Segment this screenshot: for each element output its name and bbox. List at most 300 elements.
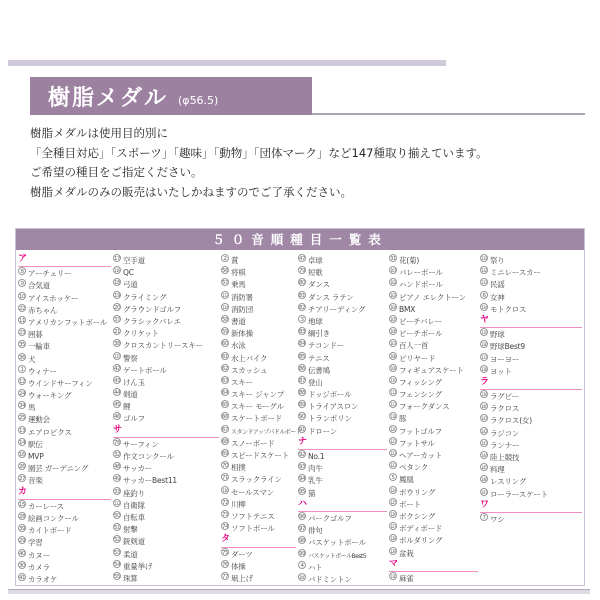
item-label: クラシックバレエ [123, 316, 181, 326]
item-label: 音楽 [28, 476, 43, 486]
event-list-table [15, 228, 585, 586]
item-label: パークゴルフ [308, 513, 352, 523]
item-row [221, 400, 296, 412]
item-number-badge: 85 [299, 353, 305, 360]
item-label: ソフトテニス [231, 511, 275, 521]
item-row [18, 474, 111, 486]
item-row [389, 400, 478, 412]
item-label: ヨーヨー [490, 354, 520, 364]
item-label: ボクシング [399, 511, 436, 521]
item-label: サッカー [123, 464, 153, 474]
item-row [221, 461, 296, 473]
item-row [221, 303, 296, 315]
item-number-badge: 7 [480, 513, 488, 521]
item-label: クロスカントリースキー [123, 341, 203, 351]
item-label: 凧上げ [231, 573, 253, 583]
item-label: ヘアーカット [399, 451, 443, 460]
item-number-badge: 56 [222, 268, 228, 275]
title-bar [30, 77, 312, 115]
item-number-badge: 138 [481, 366, 487, 372]
item-number-badge: 87 [299, 377, 305, 384]
item-number-badge: 110 [390, 377, 396, 383]
item-label: ビーチバレー [399, 316, 443, 326]
item-number-badge: 9 [18, 279, 26, 287]
item-row [221, 352, 296, 364]
item-row [113, 560, 219, 572]
section-header-ワ: ワ [480, 500, 582, 513]
item-row [480, 439, 582, 451]
item-row [389, 376, 478, 388]
item-label: ローラースケート [490, 489, 549, 499]
item-label: フットゴルフ [399, 426, 442, 436]
item-row [113, 352, 219, 364]
item-label: カメラ [28, 562, 50, 572]
section-header-ラ: ラ [480, 377, 582, 390]
item-number-badge: 98 [299, 538, 305, 545]
item-number-badge: 114 [222, 304, 228, 310]
item-number-badge: 73 [222, 511, 228, 518]
section-header-ナ: ナ [298, 437, 387, 450]
item-number-badge: 64 [222, 390, 228, 397]
item-row [18, 353, 111, 365]
item-number-badge: 115 [114, 353, 120, 359]
item-number-badge: 40 [19, 550, 25, 557]
item-label: 弓道 [123, 280, 138, 290]
item-row [298, 425, 387, 437]
item-row [389, 303, 478, 315]
item-row [480, 451, 582, 463]
item-number-badge: 13 [19, 427, 25, 434]
item-row [298, 561, 387, 573]
item-number-badge: 37 [114, 316, 120, 323]
bottom-decorative-strip [8, 589, 590, 594]
item-row [18, 549, 111, 561]
item-row [298, 474, 387, 486]
item-number-badge: 3 [298, 315, 306, 323]
item-row [221, 510, 296, 522]
item-row [221, 560, 296, 572]
item-label: 自転車 [123, 512, 145, 522]
item-label: セールスマン [231, 487, 274, 497]
item-number-badge: 84 [299, 341, 305, 348]
item-row [389, 278, 478, 290]
item-row [480, 340, 582, 352]
item-label: モトクロス [490, 304, 527, 314]
item-label: スタンドアップパドルボード [231, 428, 302, 436]
item-row [389, 534, 478, 546]
item-number-badge: 31 [390, 256, 396, 262]
item-number-badge: 52 [114, 537, 120, 544]
item-number-badge: 100 [299, 574, 305, 580]
item-number-badge: 50 [114, 512, 120, 519]
item-row [298, 303, 387, 315]
item-label: 民謡 [490, 280, 505, 290]
item-label: ボウリング [399, 487, 436, 497]
item-number-badge: 136 [481, 342, 487, 348]
item-label: ビーチボール [399, 329, 443, 339]
item-row [221, 339, 296, 351]
item-label: 乗馬 [231, 280, 246, 290]
item-number-badge: 102 [390, 280, 396, 286]
item-label: 肉牛 [308, 464, 323, 474]
title-rule [312, 113, 585, 115]
item-row [113, 462, 219, 474]
item-row [389, 510, 478, 522]
item-row [113, 376, 219, 388]
item-row [18, 536, 111, 548]
item-row [389, 437, 478, 449]
item-label: ダンス ラテン [308, 292, 354, 302]
item-number-badge: 120 [390, 426, 396, 432]
item-row [389, 473, 478, 485]
item-label: 空手道 [123, 256, 145, 265]
item-label: ビリヤード [399, 353, 436, 363]
item-label: 囲碁 [28, 330, 43, 340]
item-row [389, 461, 478, 473]
item-row [480, 365, 582, 377]
item-number-badge: 25 [19, 415, 25, 422]
item-label: フットサル [399, 438, 435, 448]
item-label: 自衛隊 [123, 500, 145, 510]
item-label: 乳牛 [308, 476, 323, 486]
item-label: 体操 [231, 561, 246, 571]
item-row [221, 364, 296, 376]
item-row [221, 388, 296, 400]
item-label: ダーツ [231, 549, 253, 559]
item-number-badge: 134 [481, 304, 487, 310]
item-row [389, 412, 478, 424]
item-label: カヌー [28, 550, 50, 560]
item-label: サッカーBest11 [123, 476, 178, 486]
item-row [480, 414, 582, 426]
item-number-badge: 20 [114, 304, 120, 311]
item-row [113, 499, 219, 511]
item-label: 絵画コンクール [28, 513, 79, 523]
item-row [298, 450, 387, 462]
item-row [389, 339, 478, 351]
item-number-badge: 76 [222, 561, 228, 568]
item-number-badge: 49 [114, 476, 120, 483]
item-label: 川柳 [231, 499, 246, 509]
section-header-ハ: ハ [298, 499, 387, 512]
item-row [298, 536, 387, 548]
item-row [221, 254, 296, 266]
item-number-badge: 82 [299, 304, 305, 311]
item-number-badge: 130 [390, 573, 396, 579]
item-label: 消防団 [231, 304, 253, 314]
item-number-badge: 124 [390, 487, 396, 493]
item-row [480, 254, 582, 266]
item-row [298, 364, 387, 376]
item-label: 綱引き [308, 329, 330, 339]
item-row [113, 388, 219, 400]
item-row [221, 437, 296, 449]
item-label: ダンス [308, 280, 330, 290]
intro-paragraph [30, 124, 488, 202]
item-label: バスケットボール [308, 538, 366, 548]
item-row [113, 254, 219, 266]
item-row [18, 561, 111, 573]
item-row [480, 353, 582, 365]
item-row [18, 328, 111, 340]
item-number-badge: 96 [299, 513, 305, 520]
item-number-badge: 71 [222, 475, 228, 482]
item-row [18, 524, 111, 536]
item-row [389, 266, 478, 278]
item-number-badge: 139 [481, 392, 487, 398]
item-row [18, 377, 111, 389]
item-label: バスケットボールBest5 [308, 552, 367, 560]
item-row [480, 278, 582, 290]
item-number-badge: 59 [222, 329, 228, 336]
item-row [18, 267, 111, 279]
item-label: ボルダリング [399, 536, 443, 546]
item-label: ラジコン [490, 428, 520, 438]
item-label: スキー ジャンプ [231, 390, 285, 400]
item-label: 地球 [308, 316, 323, 326]
item-label: 卓球 [308, 256, 323, 265]
item-row [221, 315, 296, 327]
item-row [480, 291, 582, 303]
item-row [480, 328, 582, 340]
item-number-badge: 88 [299, 390, 305, 397]
item-label: ゴルフ [123, 414, 145, 424]
item-number-badge: 81 [299, 292, 305, 299]
item-row [480, 390, 582, 402]
item-row [389, 572, 478, 584]
item-number-badge: 131 [481, 256, 487, 261]
item-label: バレーボール [399, 268, 443, 278]
item-row [113, 511, 219, 523]
item-row [298, 376, 387, 388]
item-number-badge: 86 [299, 365, 305, 372]
top-decorative-strip [8, 60, 446, 66]
item-row [480, 488, 582, 500]
item-number-badge: 16 [19, 452, 25, 458]
item-label: 鯉 [123, 402, 131, 412]
item-number-badge: 140 [481, 404, 487, 410]
item-label: テニス [308, 353, 330, 363]
item-number-badge: 135 [481, 330, 487, 336]
item-label: 消防署 [231, 292, 253, 302]
item-number-badge: 48 [114, 464, 120, 471]
item-number-badge: 42 [114, 365, 120, 372]
item-row [18, 512, 111, 524]
item-row [113, 474, 219, 486]
item-number-badge: 75 [222, 549, 228, 556]
item-number-badge: 65 [222, 402, 228, 409]
item-row [298, 573, 387, 585]
item-row [298, 400, 387, 412]
item-label: 駅伝 [28, 439, 43, 449]
item-row [113, 364, 219, 376]
item-row [389, 522, 478, 534]
item-number-badge: 63 [222, 377, 228, 384]
item-label: ヨット [490, 366, 512, 376]
item-number-badge: 119 [114, 268, 120, 274]
item-row [18, 462, 111, 474]
item-number-badge: 55 [114, 573, 120, 580]
item-label: ラグビー [490, 392, 519, 402]
item-label: テコンドー [308, 341, 345, 351]
item-number-badge: 19 [114, 292, 120, 299]
item-row [389, 498, 478, 510]
item-number-badge: 53 [114, 549, 120, 556]
item-row [113, 438, 219, 450]
item-label: 陸上競技 [490, 453, 520, 462]
item-label: 射撃 [123, 525, 138, 535]
item-label: 登山 [308, 377, 323, 387]
item-label: 剣道 [123, 390, 138, 400]
item-number-badge: 33 [114, 488, 120, 495]
item-number-badge: 111 [390, 390, 396, 396]
item-number-badge: 61 [222, 353, 228, 360]
item-number-badge: 36 [19, 354, 25, 361]
item-number-badge: 29 [19, 538, 25, 545]
item-row [389, 352, 478, 364]
item-label: 短歌 [308, 268, 323, 278]
item-number-badge: 92 [299, 452, 305, 458]
item-row [389, 425, 478, 437]
item-label: 野球Best9 [490, 342, 525, 352]
item-label: 野球 [490, 330, 505, 340]
intro-line-4: 樹脂メダルのみの販売はいたしかねますのでご了承ください。 [30, 184, 352, 199]
item-number-badge: 95 [299, 488, 305, 495]
item-label: 重量挙げ [123, 561, 153, 571]
item-row [298, 254, 387, 266]
item-label: 新体操 [231, 329, 253, 339]
item-label: 豚 [399, 414, 407, 424]
item-number-badge: 22 [19, 305, 25, 312]
item-row [480, 463, 582, 475]
item-label: ピアノ エレクトーン [399, 292, 466, 302]
item-number-badge: 47 [299, 256, 305, 262]
page-title: 樹脂メダル [48, 85, 169, 111]
item-row [480, 303, 582, 315]
item-label: 学習 [28, 538, 43, 548]
item-label: 珠算 [123, 573, 138, 583]
item-number-badge: 91 [299, 426, 305, 433]
item-row [298, 462, 387, 474]
item-number-badge: 126 [390, 511, 396, 517]
item-row [18, 413, 111, 425]
item-label: ハト [308, 562, 323, 572]
item-label: アーチェリー [28, 269, 72, 279]
item-label: 園芸 ガーデニング [28, 464, 89, 474]
item-row [480, 266, 582, 278]
item-label: 犬 [28, 354, 36, 364]
item-row [389, 291, 478, 303]
item-number-badge: 21 [114, 329, 120, 336]
item-row [298, 412, 387, 424]
item-row [18, 292, 111, 304]
item-number-badge: 62 [222, 365, 228, 372]
item-row [221, 327, 296, 339]
item-label: 馬 [28, 403, 36, 413]
intro-line-1: 樹脂メダルは使用目的別に [30, 126, 168, 140]
item-number-badge: 5 [389, 473, 397, 481]
item-number-badge: 44 [114, 390, 120, 397]
item-label: No.1 [308, 452, 325, 461]
item-number-badge: 109 [390, 365, 396, 371]
item-label: 鳳凰 [399, 475, 414, 485]
item-row [113, 412, 219, 424]
item-row [113, 487, 219, 499]
item-number-badge: 11 [19, 317, 25, 324]
item-label: レスリング [490, 477, 527, 487]
item-label: クリケット [123, 329, 159, 339]
item-row [298, 266, 387, 278]
item-number-badge: 137 [481, 354, 487, 360]
item-label: フィッシング [399, 377, 442, 387]
item-row [389, 388, 478, 400]
item-label: カラオケ [28, 574, 58, 584]
diameter-label: (φ56.5) [178, 93, 219, 107]
section-header-タ: タ [221, 534, 296, 547]
item-row [221, 486, 296, 498]
item-number-badge: 51 [114, 525, 120, 532]
item-label: けん玉 [123, 377, 145, 387]
item-row [18, 340, 111, 352]
item-label: スキー モーグル [231, 402, 284, 412]
item-number-badge: 28 [19, 513, 25, 520]
item-row [18, 450, 111, 462]
item-number-badge: 30 [19, 562, 25, 569]
item-label: アメリカンフットボール [28, 317, 108, 327]
item-number-badge: 93 [299, 464, 305, 471]
item-number-badge: 105 [390, 316, 396, 322]
item-label: サーフィン [123, 439, 159, 449]
item-row [18, 279, 111, 291]
item-number-badge: 35 [19, 342, 25, 349]
item-label: トランポリン [308, 414, 352, 424]
item-number-badge: 113 [222, 292, 228, 298]
item-row [113, 327, 219, 339]
item-label: ゲートボール [123, 365, 167, 375]
item-row [298, 327, 387, 339]
item-number-badge: 26 [19, 464, 25, 471]
item-number-badge: 38 [114, 341, 120, 348]
column-1 [18, 254, 111, 585]
item-number-badge: 83 [299, 329, 305, 336]
item-row [221, 522, 296, 534]
item-number-badge: 78 [114, 439, 120, 446]
item-number-badge: 125 [390, 499, 396, 505]
item-number-badge: 10 [19, 293, 25, 300]
item-number-badge: 2 [221, 254, 229, 262]
item-label: スキー [231, 377, 253, 387]
item-row [480, 475, 582, 487]
section-header-マ: マ [389, 559, 478, 572]
item-row [113, 400, 219, 412]
item-number-badge: 14 [19, 439, 25, 446]
item-number-badge: 6 [480, 291, 488, 299]
item-row [18, 500, 111, 512]
item-number-badge: 34 [19, 403, 25, 410]
item-label: グラウンドゴルフ [123, 304, 182, 314]
item-row [18, 573, 111, 585]
item-row [389, 364, 478, 376]
item-row [113, 315, 219, 327]
item-number-badge: 74 [222, 524, 228, 531]
intro-line-3: ご希望の種目をご指定ください。 [30, 165, 203, 179]
item-label: ペタンク [399, 463, 429, 473]
item-label: 運動会 [28, 415, 50, 425]
item-row [18, 426, 111, 438]
item-label: 座釣り [123, 488, 145, 498]
item-number-badge: 67 [222, 426, 228, 433]
item-number-badge: 70 [222, 463, 228, 470]
